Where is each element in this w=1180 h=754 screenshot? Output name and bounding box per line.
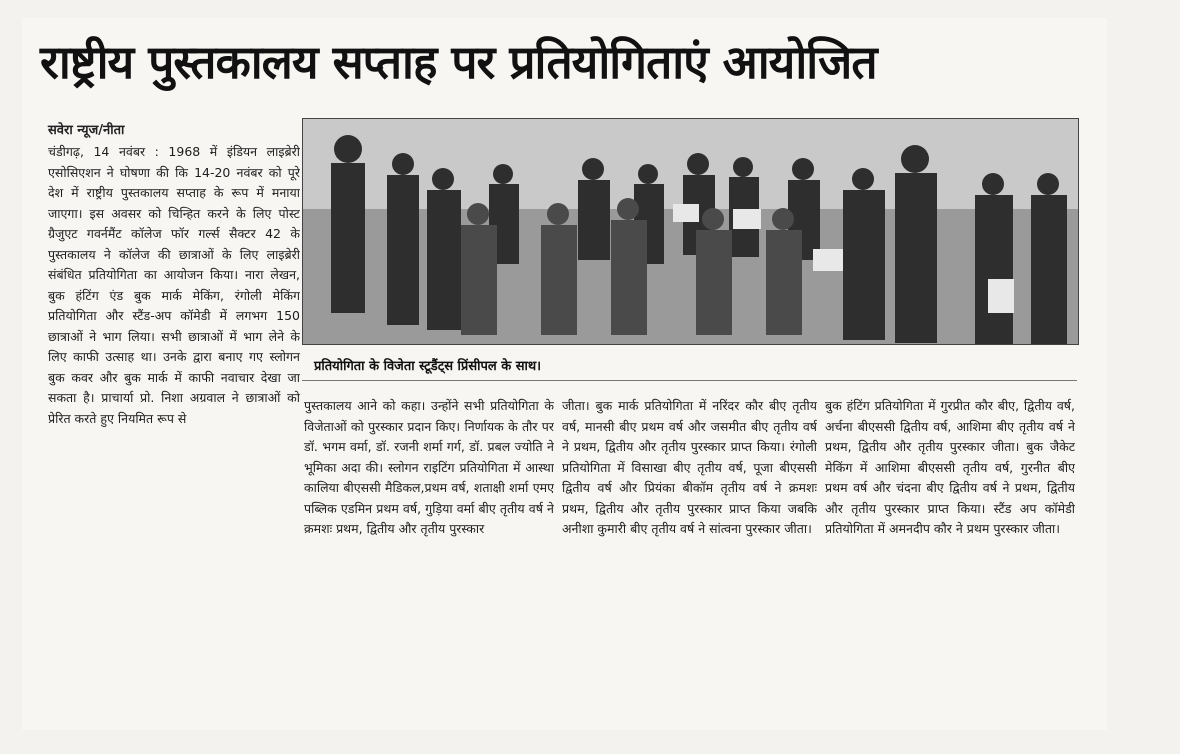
article-column-4: बुक हंटिंग प्रतियोगिता में गुरप्रीत कौर बीए, द्वितीय वर्ष, अर्चना बीएससी द्वितीय वर्ष, आशिमा बीए तृतीय वर्ष ने प्रथम, द्वितीय और तृतीय पुरस्कार जीता। बुक जैकेट मेकिंग में आशिमा बीएससी तृतीय वर्ष, गुरनीत बीए प्रथम वर्ष और चंदना बीए द्वितीय वर्ष ने प्रथम, द्वितीय और तृतीय पुरस्कार प्राप्त किया। स्टैंड अप कॉमेडी प्रतियोगिता में अमनदीप कौर ने प्रथम पुरस्कार जीता। [825, 398, 1075, 536]
article-column-2: पुस्तकालय आने को कहा। उन्होंने सभी प्रतियोगिता के विजेताओं को पुरस्कार प्रदान किए। निर्णायक के तौर पर डॉ. भगम वर्मा, डॉ. रजनी शर्मा गर्ग, डॉ. प्रबल ज्योति ने भूमिका अदा की। स्लोगन राइटिंग प्रतियोगिता में आस्था कालिया बीएससी मैडिकल,प्रथम वर्ष, शताक्षी शर्मा एमए पब्लिक एडमिन प्रथम वर्ष, गुड़िया वर्मा बीए तृतीय वर्ष ने क्रमशः प्रथम, द्वितीय और तृतीय पुरस्कार [304, 398, 554, 536]
photo-caption: प्रतियोगिता के विजेता स्टूडैंट्स प्रिंसीपल के साथ। [314, 359, 542, 374]
byline: सवेरा न्यूज/नीता [48, 123, 125, 138]
article-column-3: जीता। बुक मार्क प्रतियोगिता में नरिंदर कौर बीए तृतीय वर्ष, मानसी बीए प्रथम वर्ष और जसमीत बीए तृतीय वर्ष ने प्रथम, द्वितीय और तृतीय पुरस्कार प्राप्त किया। रंगोली प्रतियोगिता में विसाखा बीए तृतीय वर्ष, पूजा बीएससी द्वितीय वर्ष और प्रियंका बीकॉम तृतीय वर्ष ने क्रमशः प्रथम, द्वितीय और तृतीय पुरस्कार प्राप्त किया जबकि अनीशा कुमारी बीए तृतीय वर्ष ने सांत्वना पुरस्कार जीता। [562, 398, 817, 536]
group-photo [302, 118, 1079, 345]
newspaper-clipping [22, 18, 1107, 730]
group-photo-illustration [303, 119, 1078, 344]
headline: राष्ट्रीय पुस्तकालय सप्ताह पर प्रतियोगिताएं आयोजित [40, 35, 877, 89]
article-column-1: चंडीगढ़, 14 नवंबर : 1968 में इंडियन लाइब्रेरी एसोसिएशन ने घोषणा की कि 14-20 नवंबर को पूरे देश में राष्ट्रीय पुस्तकालय सप्ताह के रूप में मनाया जाएगा। इस अवसर को चिन्हित करने के लिए पोस्ट ग्रैजुएट गवर्नमैंट कॉलेज फॉर गर्ल्स सैक्टर 42 के पुस्तकालय ने कॉलेज की छात्राओं के लिए लाइब्रेरी संबंधित प्रतियोगिता का आयोजन किया। नारा लेखन, बुक हंटिंग एंड बुक मार्क मेकिंग, रंगोली मेकिंग प्रतियोगिता और स्टैंड-अप कॉमेडी में लगभग 150 छात्राओं ने भाग लिया। सभी छात्राओं में भाग लेने के लिए काफी उत्साह था। उनके द्वारा बनाए गए स्लोगन बुक कवर और बुक मार्क में काफी नवाचार देखा जा सकता है। प्राचार्या प्रो. निशा अग्रवाल ने छात्राओं को प्रेरित करते हुए नियमित रूप से [48, 144, 300, 426]
divider [302, 380, 1077, 381]
